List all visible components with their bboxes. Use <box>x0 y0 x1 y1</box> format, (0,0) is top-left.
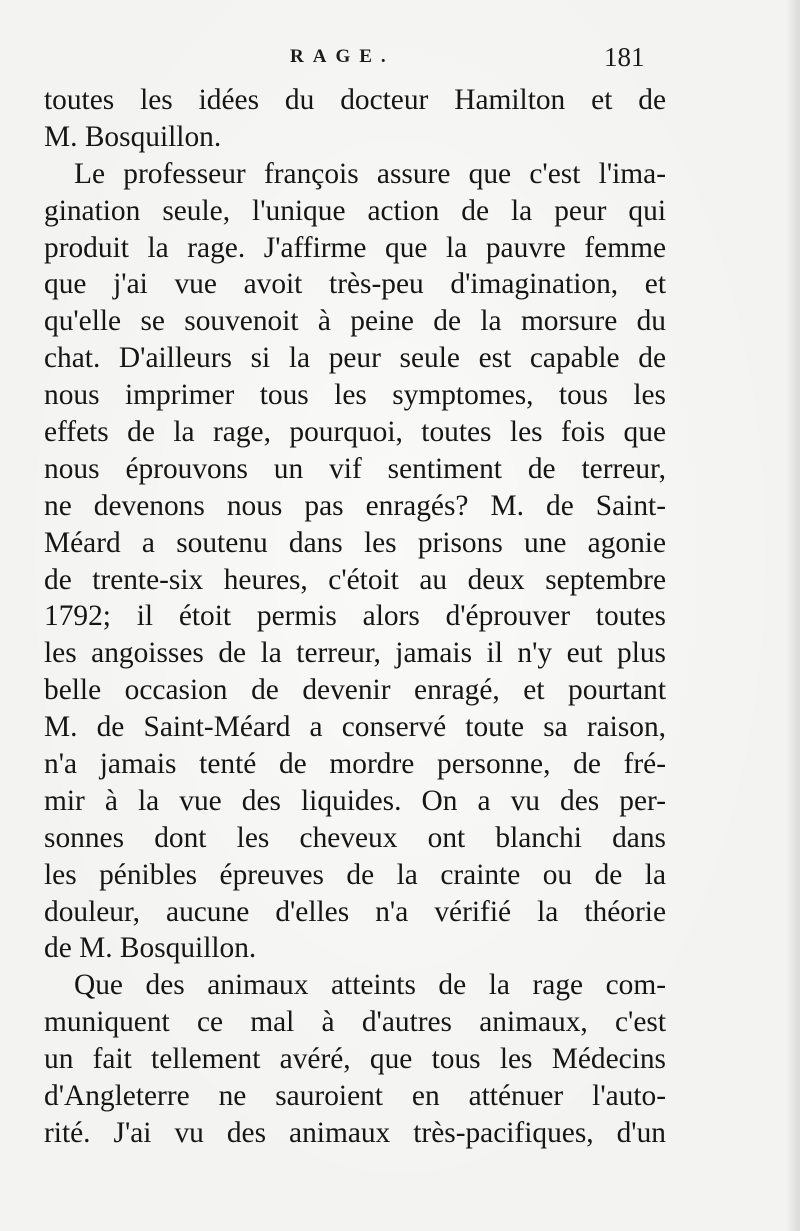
running-title: RAGE. <box>290 46 395 67</box>
text-line: gination seule, l'unique action de la peur qui <box>44 194 666 227</box>
page-edge-shadow <box>786 0 800 1231</box>
text-line: Méard a soutenu dans les prisons une agonie <box>44 526 666 559</box>
text-line: Le professeur françois assure que c'est l'ima- <box>74 157 666 190</box>
text-line: un fait tellement avéré, que tous les Médecins <box>44 1043 666 1076</box>
text-line: douleur, aucune d'elles n'a vérifié la théorie <box>44 895 666 928</box>
text-line: les angoisses de la terreur, jamais il n'y eut plus <box>44 637 666 670</box>
page-number: 181 <box>604 42 645 72</box>
text-line: mir à la vue des liquides. On a vu des per- <box>44 784 666 817</box>
text-line: belle occasion de devenir enragé, et pourtant <box>44 674 666 707</box>
text-line: toutes les idées du docteur Hamilton et de <box>44 84 666 116</box>
running-head <box>44 44 664 78</box>
text-line: chat. D'ailleurs si la peur seule est capable de <box>44 342 666 375</box>
text-line: M. Bosquillon. <box>44 120 222 153</box>
text-line: les pénibles épreuves de la crainte ou de la <box>44 858 666 891</box>
text-line: nous imprimer tous les symptomes, tous les <box>44 379 666 412</box>
body-text <box>44 82 666 1152</box>
text-line: produit la rage. J'affirme que la pauvre femme <box>44 231 666 264</box>
text-line: sonnes dont les cheveux ont blanchi dans <box>44 821 666 854</box>
text-line: d'Angleterre ne sauroient en atténuer l'auto- <box>44 1080 666 1113</box>
text-line: qu'elle se souvenoit à peine de la morsure du <box>44 305 666 338</box>
text-line: rité. J'ai vu des animaux très-pacifiques, d'un <box>44 1116 666 1149</box>
text-line: Que des animaux atteints de la rage com- <box>74 969 666 1002</box>
text-line: effets de la rage, pourquoi, toutes les fois que <box>44 416 666 449</box>
text-line: n'a jamais tenté de mordre personne, de fré- <box>44 748 666 781</box>
text-line: 1792; il étoit permis alors d'éprouver toutes <box>44 600 666 633</box>
text-line: de M. Bosquillon. <box>44 932 257 965</box>
text-line: de trente-six heures, c'étoit au deux septembre <box>44 563 666 596</box>
text-line: M. de Saint-Méard a conservé toute sa raison, <box>44 711 666 744</box>
text-line: que j'ai vue avoit très-peu d'imagination, et <box>44 268 666 301</box>
text-line: muniquent ce mal à d'autres animaux, c'est <box>44 1006 666 1039</box>
text-line: ne devenons nous pas enragés? M. de Saint- <box>44 489 666 522</box>
text-line: nous éprouvons un vif sentiment de terreur, <box>44 452 666 485</box>
